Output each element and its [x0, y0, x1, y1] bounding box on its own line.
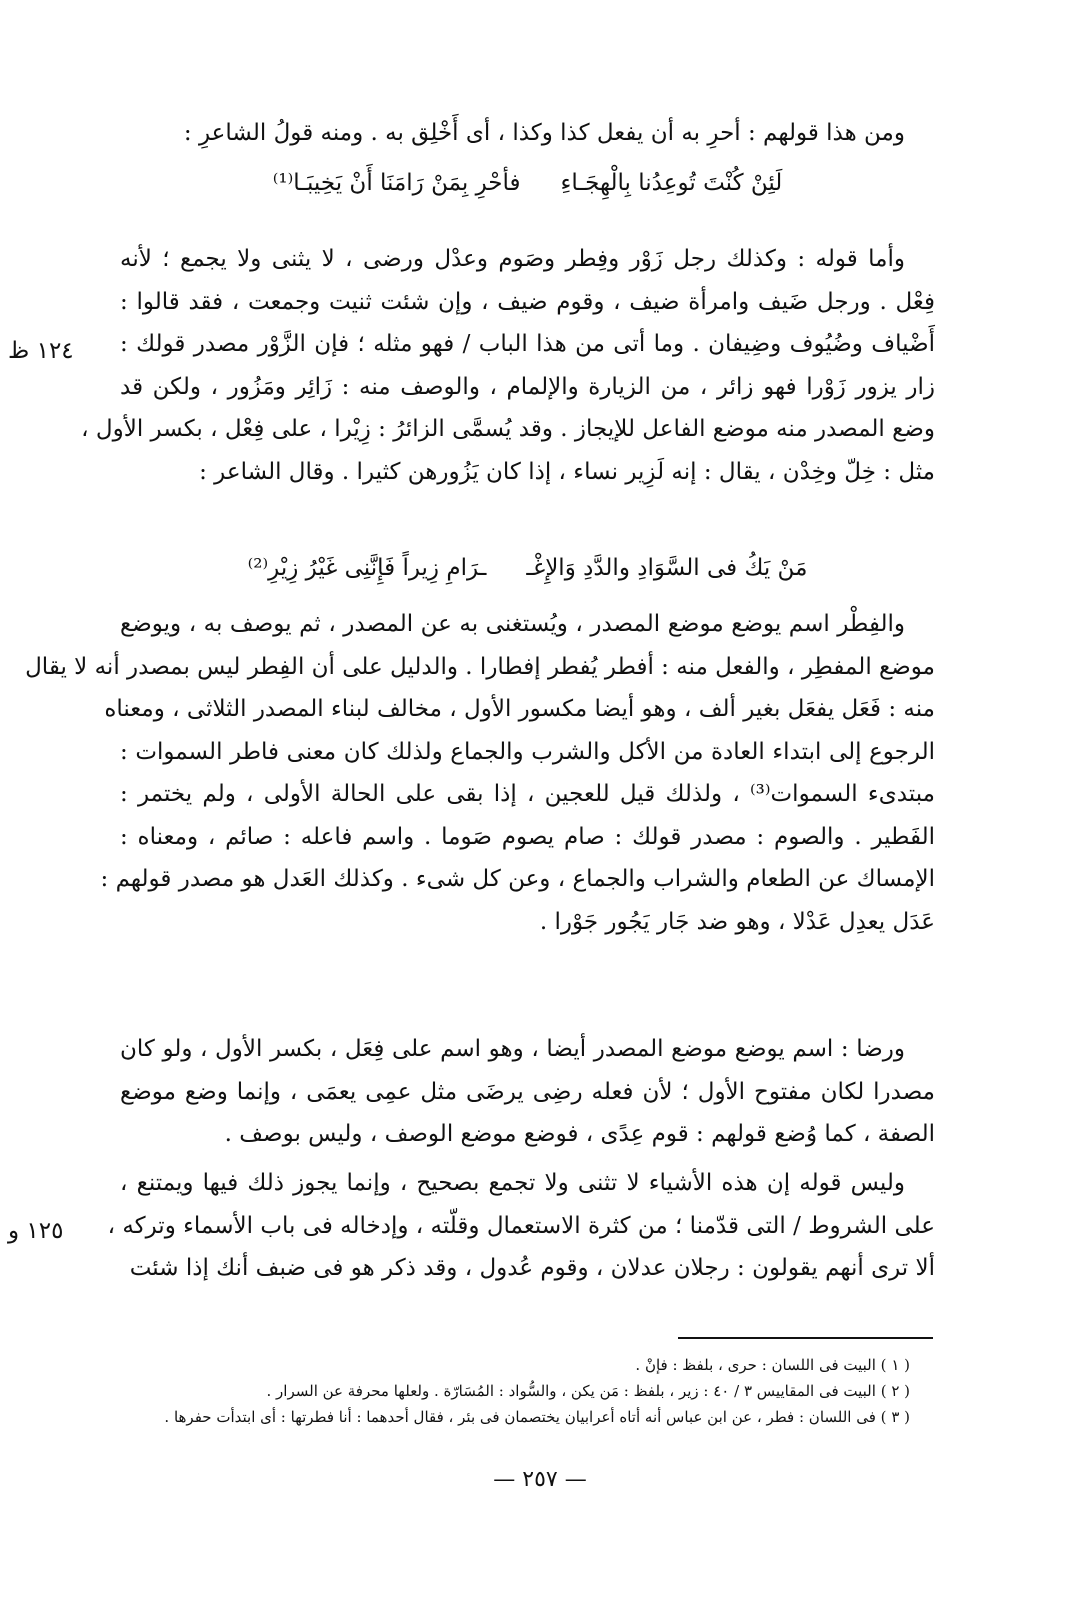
verse-hemistich-right: مَنْ يَكُ فى السَّوَادِ والدَّدِ وَالإِغْـ	[526, 555, 808, 581]
text-line: الصفة ، كما وُضع قولهم : قوم عِدًى ، فوضع موضع الوصف ، وليس بوصف .	[224, 1121, 935, 1147]
text-line: مصدرا لكان مفتوح الأول ؛ لأن فعله رضِى يرضَى مثل عمِى يعمَى ، وإنما وضع موضع	[120, 1078, 935, 1105]
text-line: وليس قوله إن هذه الأشياء لا تثنى ولا تجمع بصحيح ، وإنما يجوز ذلك فيها ويمتنع ،	[120, 1170, 905, 1196]
text-line: الرجوع إلى ابتداء العادة من الأكل والشرب والجماع ولذلك كان معنى فاطر السموات :	[120, 738, 935, 765]
text-line: والفِطْر اسم يوضع موضع المصدر ، ويُستغنى به عن المصدر ، ثم يوصف به ، ويوضع	[120, 611, 905, 637]
footnote: ( ٣ ) فى اللسان : فطر ، عن ابن عباس أنه أتاه أعرابيان يختصمان فى بئر ، فقال أحدهما : أنا فطرتها : أى ابتدأت حفرها .	[164, 1408, 910, 1426]
text-line: مبتدىء السموات⁽³⁾ ، ولذلك قيل للعجين ، إذا بقى على الحالة الأولى ، ولم يختمر :	[120, 781, 935, 807]
page-number: — ٢٥٧ —	[493, 1467, 587, 1492]
text-line: الفَطير . والصوم : مصدر قولك : صام يصوم صَوما . واسم فاعله : صائم ، ومعناه :	[120, 823, 935, 850]
text-line: ألا ترى أنهم يقولون : رجلان عدلان ، وقوم عُدول ، وقد ذكر هو فى ضبف أنك إذا شئت	[129, 1255, 935, 1281]
verse-hemistich-left: ـرَامِ زِيراً فَإِنَّنِى غَيْرُ زِيْرِ⁽²⁾	[247, 555, 487, 581]
verse-1	[120, 158, 935, 208]
text-line: ومن هذا قولهم : أحرِ به أن يفعل كذا وكذا ، أى أَخْلِق به . ومنه قولُ الشاعرِ :	[183, 120, 905, 146]
text-line: على الشروط / التى قدّمنا ؛ من كثرة الاستعمال وقلّته ، وإدخاله فى باب الأسماء وتركه ،	[107, 1212, 935, 1239]
text-line: زار يزور زَوْرا فهو زائر ، من الزيارة والإلمام ، والوصف منه : زَائِر ومَزُور ، ولكن قد	[120, 373, 935, 400]
folio-note-124: ١٢٤ ظ	[8, 338, 74, 364]
footnote-divider	[678, 1337, 933, 1339]
verse-2	[120, 543, 935, 593]
footnote: ( ١ ) البيت فى اللسان : حرى ، بلفظ : فإنْ .	[635, 1356, 910, 1374]
text-line: وأما قوله : وكذلك رجل زَوْر وفِطر وصَوم وعدْل ورضى ، لا يثنى ولا يجمع ؛ لأنه	[120, 246, 905, 272]
verse-hemistich-left: فأحْرِ بِمَنْ رَامَنَا أَنْ يَخِيبَـا⁽¹⁾	[272, 170, 521, 196]
paragraph-1	[120, 112, 935, 155]
folio-note-125: ١٢٥ و	[8, 1218, 64, 1244]
text-line: ورضا : اسم يوضع موضع المصدر أيضا ، وهو اسم على فِعَل ، بكسر الأول ، ولو كان	[120, 1036, 905, 1062]
paragraph-2	[81, 238, 935, 493]
paragraph-4	[120, 1028, 935, 1156]
text-line: عَدَل يعدِل عَدْلا ، وهو ضد جَار يَجُور جَوْرا .	[539, 908, 935, 935]
text-line: فِعْل . ورجل ضَيف وامرأة ضيف ، وقوم ضيف ، وإن شئت ثنيت وجمعت ، فقد قالوا :	[120, 288, 935, 315]
text-line: منه : فَعَل يفعَل بغير ألف ، وهو أيضا مكسور الأول ، مخالف لبناء المصدر الثلاثى ، ومعناه	[104, 696, 935, 722]
text-line: موضع المفطِر ، والفعل منه : أفطر يُفطر إفطارا . والدليل على أن الفِطر ليس بمصدر أنه لا يقال	[25, 653, 935, 680]
text-line: الإمساك عن الطعام والشراب والجماع ، وعن كل شىء . وكذلك العَدل هو مصدر قولهم :	[100, 866, 935, 892]
text-line: مثل : خِلّ وخِدْن ، يقال : إنه لَزِير نساء ، إذا كان يَزُورهن كثيرا . وقال الشاعر :	[199, 458, 935, 485]
text-line: أَضْياف وضُيُوف وضِيفان . وما أتى من هذا الباب / فهو مثله ؛ فإن الزَّوْر مصدر قولك :	[120, 331, 935, 357]
footnote: ( ٢ ) البيت فى المقاييس ٣ / ٤٠ : زير ، بلفظ : مَن يكن ، والسُّواد : المُسَارّة . ولعلها محرفة عن السرار .	[266, 1382, 910, 1400]
paragraph-5	[107, 1162, 935, 1290]
verse-hemistich-right: لَئِنْ كُنْتَ تُوعِدُنا بِالْهِجَـاءِ	[560, 170, 783, 196]
text-line: وضع المصدر منه موضع الفاعل للإيجاز . وقد يُسمَّى الزائرُ : زِيْرا ، على فِعْل ، بكسر الأول ،	[81, 416, 935, 442]
paragraph-3	[25, 603, 935, 943]
footnotes	[150, 1352, 910, 1430]
